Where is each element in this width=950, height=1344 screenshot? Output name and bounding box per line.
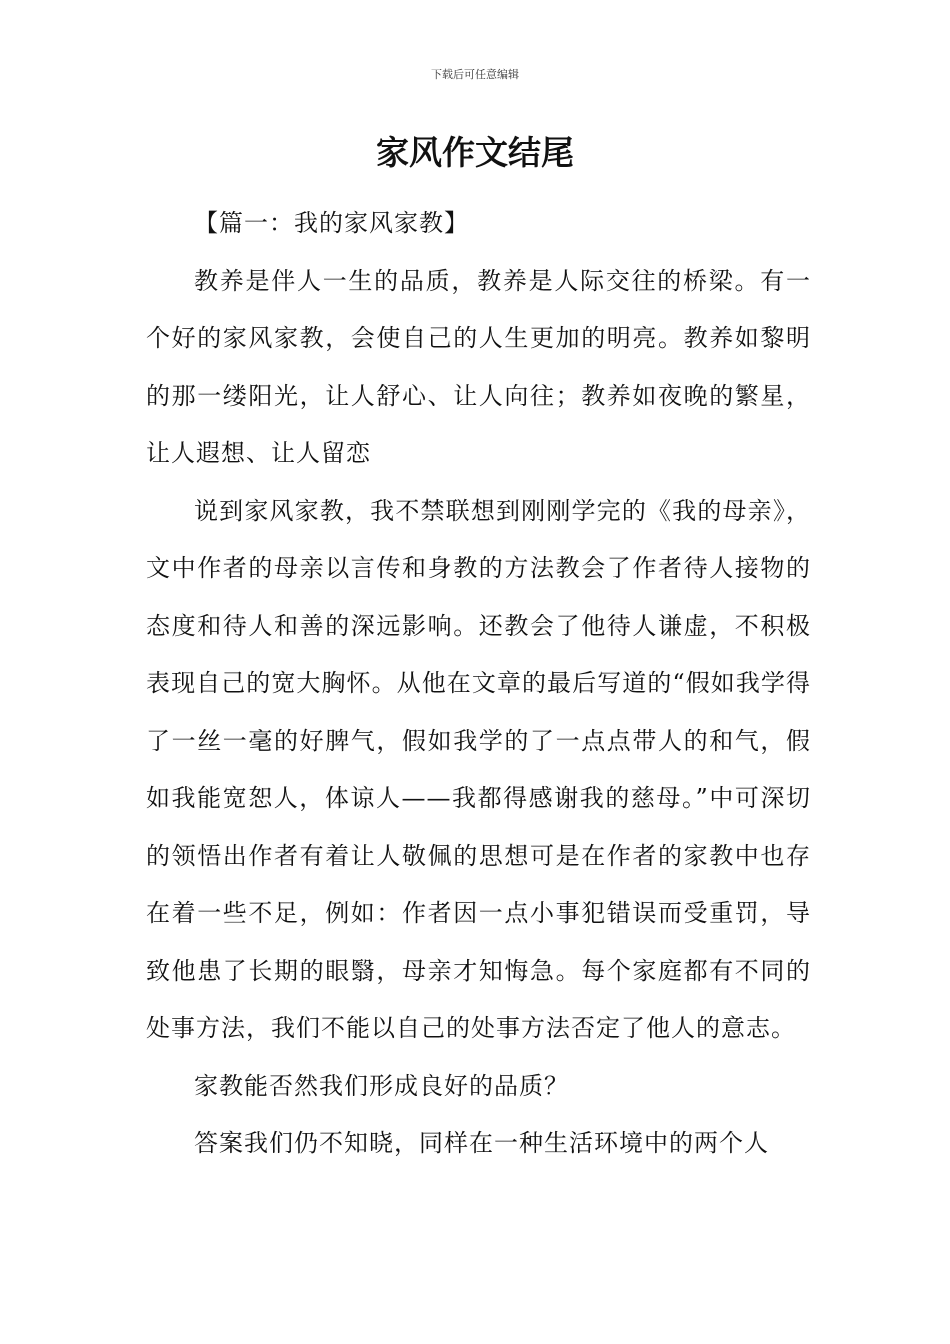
section-heading: 【篇一：我的家风家教】 <box>194 209 469 237</box>
paragraph: 教养是伴人一生的品质，教养是人际交往的桥梁。有一个好的家风家教，会使自己的人生更加的明亮。教养如黎明的那一缕阳光，让人舒心、让人向往；教养如夜晚的繁星，让人遐想、让人留恋 <box>146 266 811 467</box>
paragraph: 答案我们仍不知晓，同样在一种生活环境中的两个人 <box>194 1129 769 1157</box>
document-body <box>146 195 811 1173</box>
paragraph: 家教能否然我们形成良好的品质？ <box>194 1071 569 1100</box>
paragraph: 说到家风家教，我不禁联想到刚刚学完的《我的母亲》，文中作者的母亲以言传和身教的方法教会了作者待人接物的态度和待人和善的深远影响。还教会了他待人谦虚，不积极表现自己的宽大胸怀。从他在文章的最后写道的“假如我学得了一丝一毫的好脾气，假如我学的了一点点带人的和气，假如我能宽恕人，体谅人——我都得感谢我的慈母。”中可深切的领悟出作者有着让人敬佩的思想可是在作者的家教中也存在着一些不足，例如：作者因一点小事犯错误而受重罚，导致他患了长期的眼翳，母亲才知悔急。每个家庭都有不同的处事方法，我们不能以自己的处事方法否定了他人的意志。 <box>146 496 811 1042</box>
header-note: 下载后可任意编辑 <box>431 68 519 81</box>
document-title: 家风作文结尾 <box>376 133 574 172</box>
